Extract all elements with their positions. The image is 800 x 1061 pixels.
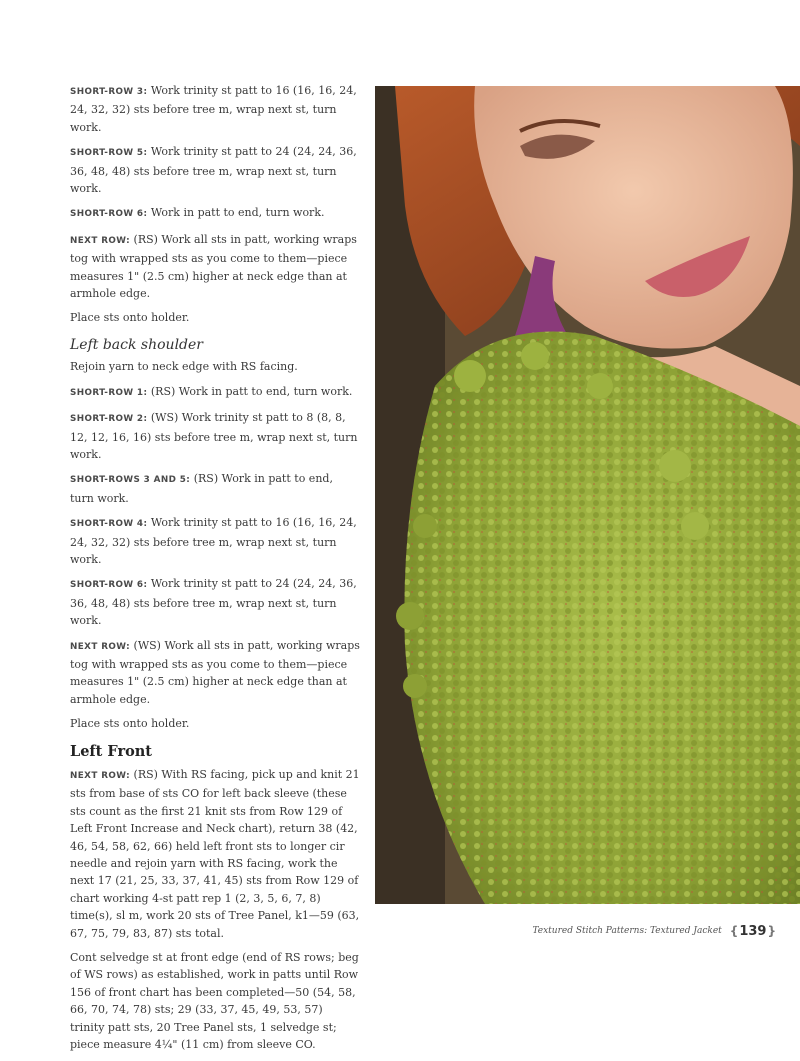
photo-illustration: [375, 86, 800, 904]
instruction-paragraph: [70, 143, 360, 197]
row-text: Place sts onto holder.: [70, 311, 190, 325]
model-photo: [375, 86, 800, 904]
right-leaf-icon: }: [767, 924, 776, 938]
instruction-paragraph: [70, 409, 360, 463]
instruction-paragraph: [70, 514, 360, 568]
instruction-paragraph: [70, 82, 360, 136]
left-back-shoulder-heading: Left back shoulder: [70, 336, 203, 353]
instruction-paragraph: [70, 358, 360, 375]
instructions-column: [70, 82, 360, 1061]
row-text: Work trinity st patt to 16 (16, 16, 24, 24, 32, 32) sts before tree m, wrap next st, turn work.: [70, 516, 357, 566]
page-number-text: 139: [739, 923, 767, 939]
row-text: Work in patt to end, turn work.: [147, 206, 325, 220]
instruction-paragraph: [70, 204, 360, 223]
row-text: Place sts onto holder.: [70, 717, 190, 731]
running-footer: Textured Stitch Patterns: Textured Jacket: [532, 926, 722, 936]
row-label: SHORT-ROW 2:: [70, 414, 148, 425]
row-label: SHORT-ROW 3:: [70, 87, 148, 97]
row-label: NEXT ROW:: [70, 771, 131, 781]
row-text: Rejoin yarn to neck edge with RS facing.: [70, 360, 298, 374]
row-text: (RS) Work all sts in patt, working wraps tog with wrapped sts as you come to them—piece measures 1" (2.5 cm) higher at neck edge than at armhole edge.: [70, 232, 357, 301]
page-footer: [532, 920, 776, 942]
row-text: (WS) Work all sts in patt, working wraps tog with wrapped sts as you come to them—piece measures 1" (2.5 cm) higher at neck edge than at armhole edge.: [70, 638, 360, 706]
row-text: (WS) Work trinity st patt to 8 (8, 8, 12, 12, 16, 16) sts before tree m, wrap next st, turn work.: [70, 411, 358, 461]
instruction-paragraph: [70, 383, 360, 402]
instruction-paragraph: [70, 575, 360, 629]
row-text: Work trinity st patt to 24 (24, 24, 36, 36, 48, 48) sts before tree m, wrap next st, turn work.: [70, 577, 357, 628]
row-label: SHORT-ROW 5:: [70, 148, 148, 159]
instruction-paragraph: [70, 231, 360, 303]
row-label: SHORT-ROW 6:: [70, 580, 148, 591]
instruction-paragraph: [70, 949, 360, 1053]
left-front-heading: Left Front: [70, 742, 152, 760]
row-text: (RS) With RS facing, pick up and knit 21 sts from base of sts CO for left back sleeve (these sts count as the first 21 knit sts from Row 129 of Left Front Increase and Neck chart), return 38 (42, 46, 54, 58, 62, 66) held left front sts to longer cir needle and rejoin yarn with RS facing, work the next 17 (21, 25, 33, 37, 41, 45) sts from Row 129 of chart working 4-st patt rep 1 (2, 3, 5, 6, 7, 8) time(s), sl m, work 20 sts of Tree Panel, k1—59 (63, 67, 75, 79, 83, 87) sts total.: [70, 768, 360, 940]
row-label: NEXT ROW:: [70, 641, 131, 652]
instruction-paragraph: [70, 766, 360, 942]
row-label: SHORT-ROW 6:: [70, 209, 148, 220]
row-text: (RS) Work in patt to end, turn work.: [70, 472, 333, 505]
instruction-paragraph: [70, 637, 360, 709]
row-text: Cont selvedge st at front edge (end of RS rows; beg of WS rows) as established, work in patts until Row 156 of front chart has been completed—50 (54, 58, 66, 70, 74, 78) sts; 29 (33, 37, 45, 49, 53, 57) trinity patt sts, 20 Tree Panel sts, 1 selvedge st; piece measure 4¼" (11 cm) from sleeve CO.: [70, 951, 359, 1052]
row-text: Work trinity st patt to 24 (24, 24, 36, 36, 48, 48) sts before tree m, wrap next st, turn work.: [70, 145, 357, 196]
instruction-paragraph: [70, 470, 360, 507]
row-label: SHORT-ROW 4:: [70, 519, 148, 530]
row-text: (RS) Work in patt to end, turn work.: [147, 384, 353, 398]
instruction-paragraph: [70, 309, 360, 326]
instruction-paragraph: [70, 715, 360, 732]
left-leaf-icon: {: [729, 924, 739, 938]
row-label: NEXT ROW:: [70, 235, 131, 246]
page-number: [730, 924, 776, 939]
row-label: SHORT-ROWS 3 AND 5:: [70, 475, 191, 486]
row-label: SHORT-ROW 1:: [70, 387, 148, 398]
row-text: Work trinity st patt to 16 (16, 16, 24, 24, 32, 32) sts before tree m, wrap next st, turn work.: [70, 84, 357, 134]
